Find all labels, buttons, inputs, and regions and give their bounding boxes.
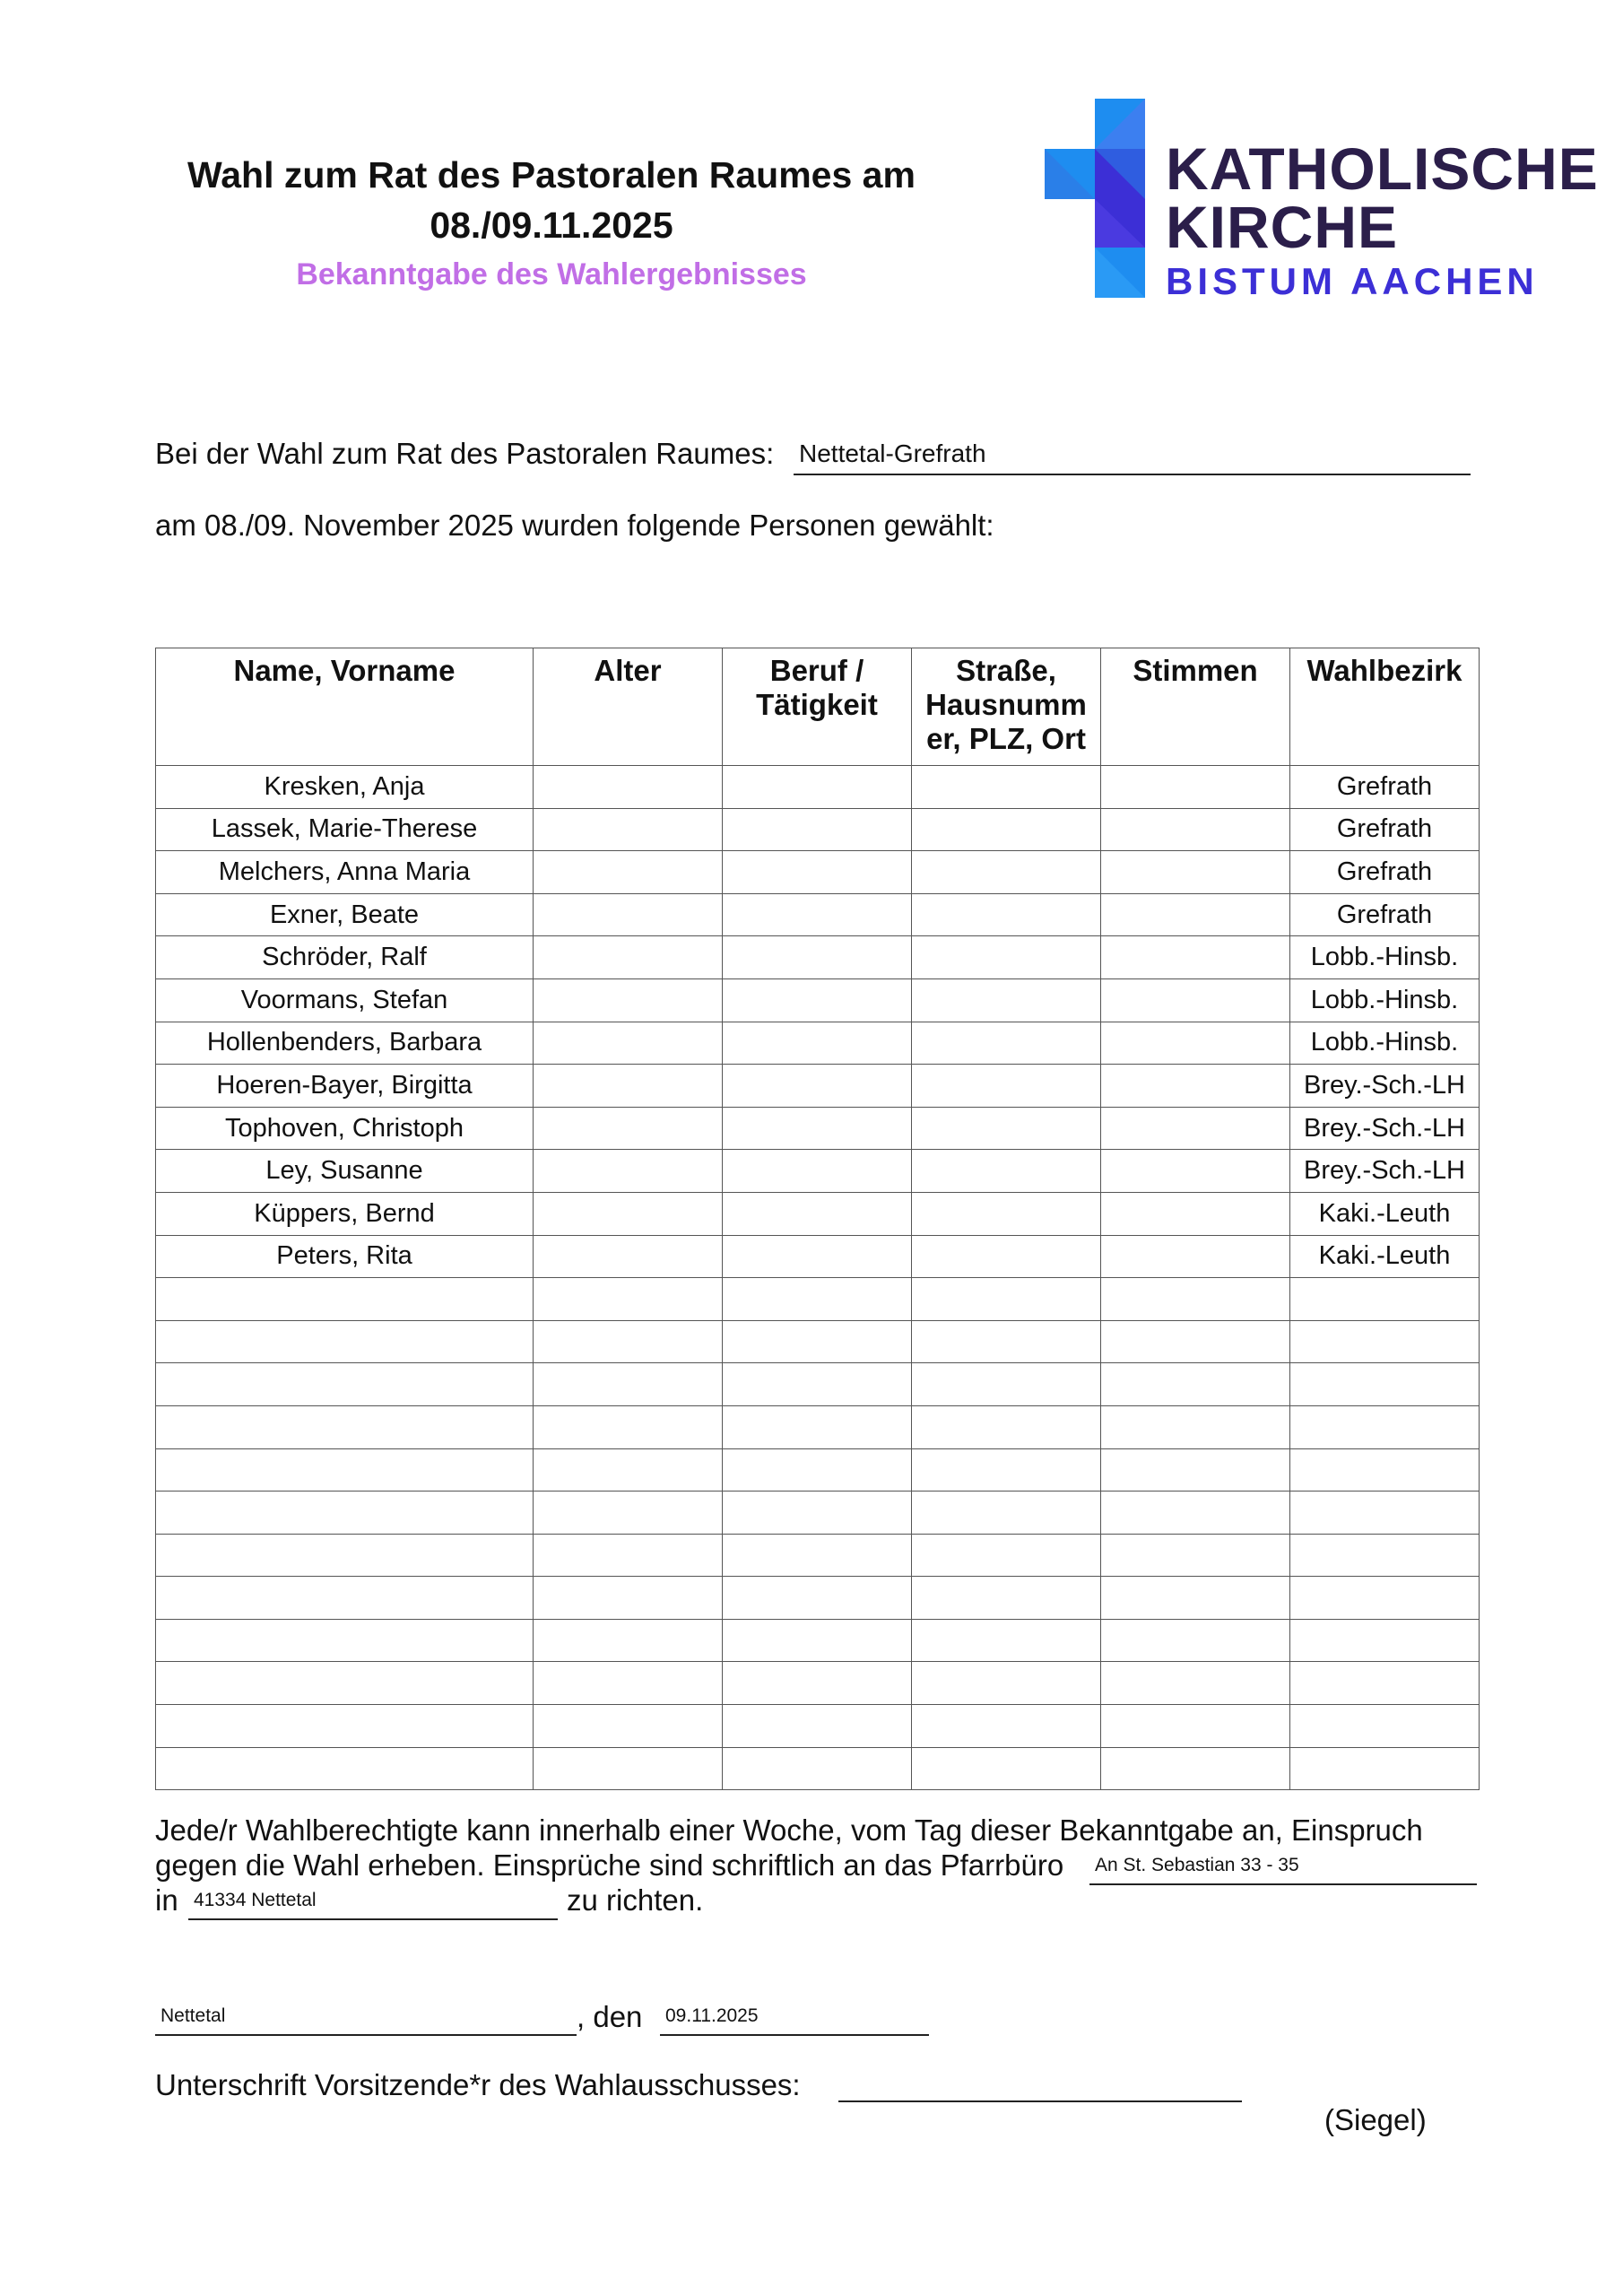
cell-stimmen — [1101, 851, 1290, 894]
cell-stimmen — [1101, 936, 1290, 979]
cell-stimmen — [1101, 1577, 1290, 1620]
table-row — [156, 808, 1480, 851]
cell-alter — [534, 851, 723, 894]
cell-wahlbezirk: Lobb.-Hinsb. — [1290, 1022, 1480, 1065]
col-header-stimmen: Stimmen — [1101, 648, 1290, 766]
notice-line3-prefix: in — [155, 1883, 178, 1917]
cell-stimmen — [1101, 1492, 1290, 1535]
cell-wahlbezirk: Kaki.-Leuth — [1290, 1192, 1480, 1235]
cell-adresse — [912, 936, 1101, 979]
cell-wahlbezirk — [1290, 1363, 1480, 1406]
table-row — [156, 1577, 1480, 1620]
cell-alter — [534, 1150, 723, 1193]
cell-beruf — [723, 808, 912, 851]
cell-adresse — [912, 1278, 1101, 1321]
cell-adresse — [912, 1192, 1101, 1235]
cell-alter — [534, 1448, 723, 1492]
cell-adresse — [912, 1492, 1101, 1535]
table-row — [156, 1405, 1480, 1448]
cell-wahlbezirk — [1290, 1405, 1480, 1448]
cell-wahlbezirk: Kaki.-Leuth — [1290, 1235, 1480, 1278]
cell-beruf — [723, 1022, 912, 1065]
cell-alter — [534, 893, 723, 936]
cell-beruf — [723, 1747, 912, 1790]
cell-name — [156, 1492, 534, 1535]
logo-line-bistum: BISTUM AACHEN — [1166, 260, 1539, 302]
cell-alter — [534, 1107, 723, 1150]
cell-stimmen — [1101, 1405, 1290, 1448]
cell-adresse — [912, 1534, 1101, 1577]
cell-name — [156, 1448, 534, 1492]
cell-name: Lassek, Marie-Therese — [156, 808, 534, 851]
place-value: Nettetal — [161, 2005, 226, 2026]
cell-beruf — [723, 1492, 912, 1535]
cell-alter — [534, 1619, 723, 1662]
page-subtitle: Bekanntgabe des Wahlergebnisses — [296, 257, 807, 291]
cell-name — [156, 1363, 534, 1406]
cell-beruf — [723, 1320, 912, 1363]
cell-alter — [534, 1235, 723, 1278]
cell-adresse — [912, 1320, 1101, 1363]
table-row — [156, 1363, 1480, 1406]
cell-stimmen — [1101, 1619, 1290, 1662]
cell-name: Küppers, Bernd — [156, 1192, 534, 1235]
cell-stimmen — [1101, 808, 1290, 851]
date-value: 09.11.2025 — [665, 2005, 759, 2026]
table-row — [156, 1192, 1480, 1235]
cell-wahlbezirk: Grefrath — [1290, 808, 1480, 851]
cell-name: Schröder, Ralf — [156, 936, 534, 979]
cell-beruf — [723, 1363, 912, 1406]
cell-adresse — [912, 893, 1101, 936]
cell-beruf — [723, 1065, 912, 1108]
cell-stimmen — [1101, 1150, 1290, 1193]
place-field — [155, 1998, 577, 2036]
city-field — [188, 1883, 558, 1920]
cell-alter — [534, 978, 723, 1022]
cell-name: Hoeren-Bayer, Birgitta — [156, 1065, 534, 1108]
cell-wahlbezirk: Brey.-Sch.-LH — [1290, 1150, 1480, 1193]
cell-name — [156, 1534, 534, 1577]
cell-wahlbezirk — [1290, 1534, 1480, 1577]
cell-name — [156, 1278, 534, 1321]
table-header-row — [156, 648, 1480, 766]
cell-name — [156, 1662, 534, 1705]
cell-name: Hollenbenders, Barbara — [156, 1022, 534, 1065]
page-title-line2: 08./09.11.2025 — [430, 204, 673, 246]
cell-stimmen — [1101, 1747, 1290, 1790]
cell-wahlbezirk: Grefrath — [1290, 766, 1480, 809]
cell-stimmen — [1101, 1705, 1290, 1748]
col-header-wahlbezirk: Wahlbezirk — [1290, 648, 1480, 766]
cell-beruf — [723, 1278, 912, 1321]
cell-name: Exner, Beate — [156, 893, 534, 936]
raum-field — [794, 438, 1471, 475]
cell-wahlbezirk — [1290, 1747, 1480, 1790]
cell-alter — [534, 1492, 723, 1535]
raum-value: Nettetal-Grefrath — [799, 439, 986, 467]
cell-stimmen — [1101, 1534, 1290, 1577]
cell-stimmen — [1101, 1448, 1290, 1492]
cell-name: Tophoven, Christoph — [156, 1107, 534, 1150]
cell-beruf — [723, 1448, 912, 1492]
cell-wahlbezirk: Grefrath — [1290, 893, 1480, 936]
siegel-label: (Siegel) — [1324, 2103, 1427, 2136]
cell-adresse — [912, 1405, 1101, 1448]
cell-name — [156, 1619, 534, 1662]
col-header-adresse-text: Straße, Hausnumm er, PLZ, Ort — [925, 654, 1087, 755]
cell-wahlbezirk: Lobb.-Hinsb. — [1290, 978, 1480, 1022]
cell-beruf — [723, 1662, 912, 1705]
col-header-beruf-text: Beruf / Tätigkeit — [756, 654, 878, 721]
table-row — [156, 1662, 1480, 1705]
cell-alter — [534, 936, 723, 979]
cell-wahlbezirk: Lobb.-Hinsb. — [1290, 936, 1480, 979]
cell-beruf — [723, 1235, 912, 1278]
cell-wahlbezirk: Brey.-Sch.-LH — [1290, 1065, 1480, 1108]
col-header-beruf — [723, 648, 912, 766]
date-line: am 08./09. November 2025 wurden folgende Personen gewählt: — [155, 509, 994, 542]
cell-beruf — [723, 1150, 912, 1193]
address-value: An St. Sebastian 33 - 35 — [1095, 1855, 1299, 1875]
table-row — [156, 766, 1480, 809]
city-value: 41334 Nettetal — [194, 1890, 317, 1910]
cell-adresse — [912, 978, 1101, 1022]
cell-beruf — [723, 1619, 912, 1662]
cell-alter — [534, 1405, 723, 1448]
table-row — [156, 1107, 1480, 1150]
cell-adresse — [912, 1662, 1101, 1705]
cell-wahlbezirk — [1290, 1577, 1480, 1620]
den-label: , den — [577, 2000, 643, 2033]
cell-stimmen — [1101, 1278, 1290, 1321]
cell-beruf — [723, 936, 912, 979]
cell-wahlbezirk — [1290, 1278, 1480, 1321]
cell-alter — [534, 1705, 723, 1748]
address-field — [1089, 1848, 1477, 1885]
notice-line2: gegen die Wahl erheben. Einsprüche sind schriftlich an das Pfarrbüro — [155, 1848, 1064, 1882]
table-row — [156, 1022, 1480, 1065]
cell-adresse — [912, 1705, 1101, 1748]
cell-wahlbezirk — [1290, 1448, 1480, 1492]
cell-adresse — [912, 1235, 1101, 1278]
table-row — [156, 1492, 1480, 1535]
cell-adresse — [912, 851, 1101, 894]
cell-alter — [534, 1192, 723, 1235]
table-body — [156, 766, 1480, 1790]
cell-alter — [534, 1320, 723, 1363]
cell-adresse — [912, 1448, 1101, 1492]
cell-beruf — [723, 1107, 912, 1150]
cell-wahlbezirk — [1290, 1705, 1480, 1748]
table-row — [156, 1534, 1480, 1577]
cell-stimmen — [1101, 1235, 1290, 1278]
cell-alter — [534, 1022, 723, 1065]
cell-alter — [534, 1662, 723, 1705]
cell-stimmen — [1101, 1107, 1290, 1150]
cell-stimmen — [1101, 1065, 1290, 1108]
cell-beruf — [723, 766, 912, 809]
cell-adresse — [912, 1619, 1101, 1662]
cell-stimmen — [1101, 1192, 1290, 1235]
table-row — [156, 1235, 1480, 1278]
cell-beruf — [723, 1405, 912, 1448]
cell-name: Peters, Rita — [156, 1235, 534, 1278]
table-row — [156, 893, 1480, 936]
cell-beruf — [723, 1577, 912, 1620]
cell-name: Kresken, Anja — [156, 766, 534, 809]
col-header-adresse — [912, 648, 1101, 766]
cell-beruf — [723, 1534, 912, 1577]
cell-wahlbezirk — [1290, 1492, 1480, 1535]
cross-logo-icon — [1045, 99, 1145, 298]
results-table — [155, 648, 1480, 1790]
cell-name — [156, 1705, 534, 1748]
cell-name — [156, 1405, 534, 1448]
cell-name: Melchers, Anna Maria — [156, 851, 534, 894]
table-row — [156, 1705, 1480, 1748]
notice-line3-suffix: zu richten. — [567, 1883, 704, 1917]
table-row — [156, 1278, 1480, 1321]
cell-adresse — [912, 1150, 1101, 1193]
cell-stimmen — [1101, 1363, 1290, 1406]
cell-alter — [534, 808, 723, 851]
cell-stimmen — [1101, 1320, 1290, 1363]
cell-stimmen — [1101, 1022, 1290, 1065]
cell-name — [156, 1577, 534, 1620]
cell-adresse — [912, 808, 1101, 851]
raum-label: Bei der Wahl zum Rat des Pastoralen Raumes: — [155, 437, 775, 470]
col-header-name: Name, Vorname — [156, 648, 534, 766]
cell-alter — [534, 1065, 723, 1108]
cell-adresse — [912, 1577, 1101, 1620]
table-row — [156, 1320, 1480, 1363]
cell-adresse — [912, 1107, 1101, 1150]
cell-alter — [534, 1534, 723, 1577]
cell-alter — [534, 766, 723, 809]
notice-line1: Jede/r Wahlberechtigte kann innerhalb einer Woche, vom Tag dieser Bekanntgabe an, Einspruch — [155, 1813, 1423, 1847]
cell-beruf — [723, 1705, 912, 1748]
cell-wahlbezirk — [1290, 1662, 1480, 1705]
cell-name — [156, 1747, 534, 1790]
logo-line-katholische: KATHOLISCHE — [1166, 135, 1599, 202]
table-row — [156, 851, 1480, 894]
cell-adresse — [912, 1022, 1101, 1065]
table-row — [156, 936, 1480, 979]
table-row — [156, 1619, 1480, 1662]
logo-line-kirche: KIRCHE — [1166, 194, 1399, 260]
signature-line — [838, 2065, 1242, 2102]
cell-stimmen — [1101, 1662, 1290, 1705]
cell-name: Voormans, Stefan — [156, 978, 534, 1022]
table-row — [156, 1747, 1480, 1790]
cell-beruf — [723, 893, 912, 936]
cell-wahlbezirk — [1290, 1619, 1480, 1662]
cell-alter — [534, 1278, 723, 1321]
cell-stimmen — [1101, 978, 1290, 1022]
cell-stimmen — [1101, 766, 1290, 809]
cell-adresse — [912, 766, 1101, 809]
page-title-line1: Wahl zum Rat des Pastoralen Raumes am — [187, 154, 916, 196]
col-header-alter: Alter — [534, 648, 723, 766]
cell-name — [156, 1320, 534, 1363]
table-row — [156, 1448, 1480, 1492]
table-row — [156, 978, 1480, 1022]
cell-adresse — [912, 1363, 1101, 1406]
table-row — [156, 1150, 1480, 1193]
cell-name: Ley, Susanne — [156, 1150, 534, 1193]
table-row — [156, 1065, 1480, 1108]
cell-adresse — [912, 1065, 1101, 1108]
cell-wahlbezirk: Brey.-Sch.-LH — [1290, 1107, 1480, 1150]
cell-stimmen — [1101, 893, 1290, 936]
cell-alter — [534, 1577, 723, 1620]
date-field — [660, 1998, 929, 2036]
cell-wahlbezirk: Grefrath — [1290, 851, 1480, 894]
cell-alter — [534, 1363, 723, 1406]
cell-wahlbezirk — [1290, 1320, 1480, 1363]
signature-label: Unterschrift Vorsitzende*r des Wahlausschusses: — [155, 2068, 801, 2101]
cell-adresse — [912, 1747, 1101, 1790]
cell-beruf — [723, 978, 912, 1022]
cell-beruf — [723, 851, 912, 894]
cell-alter — [534, 1747, 723, 1790]
cell-beruf — [723, 1192, 912, 1235]
